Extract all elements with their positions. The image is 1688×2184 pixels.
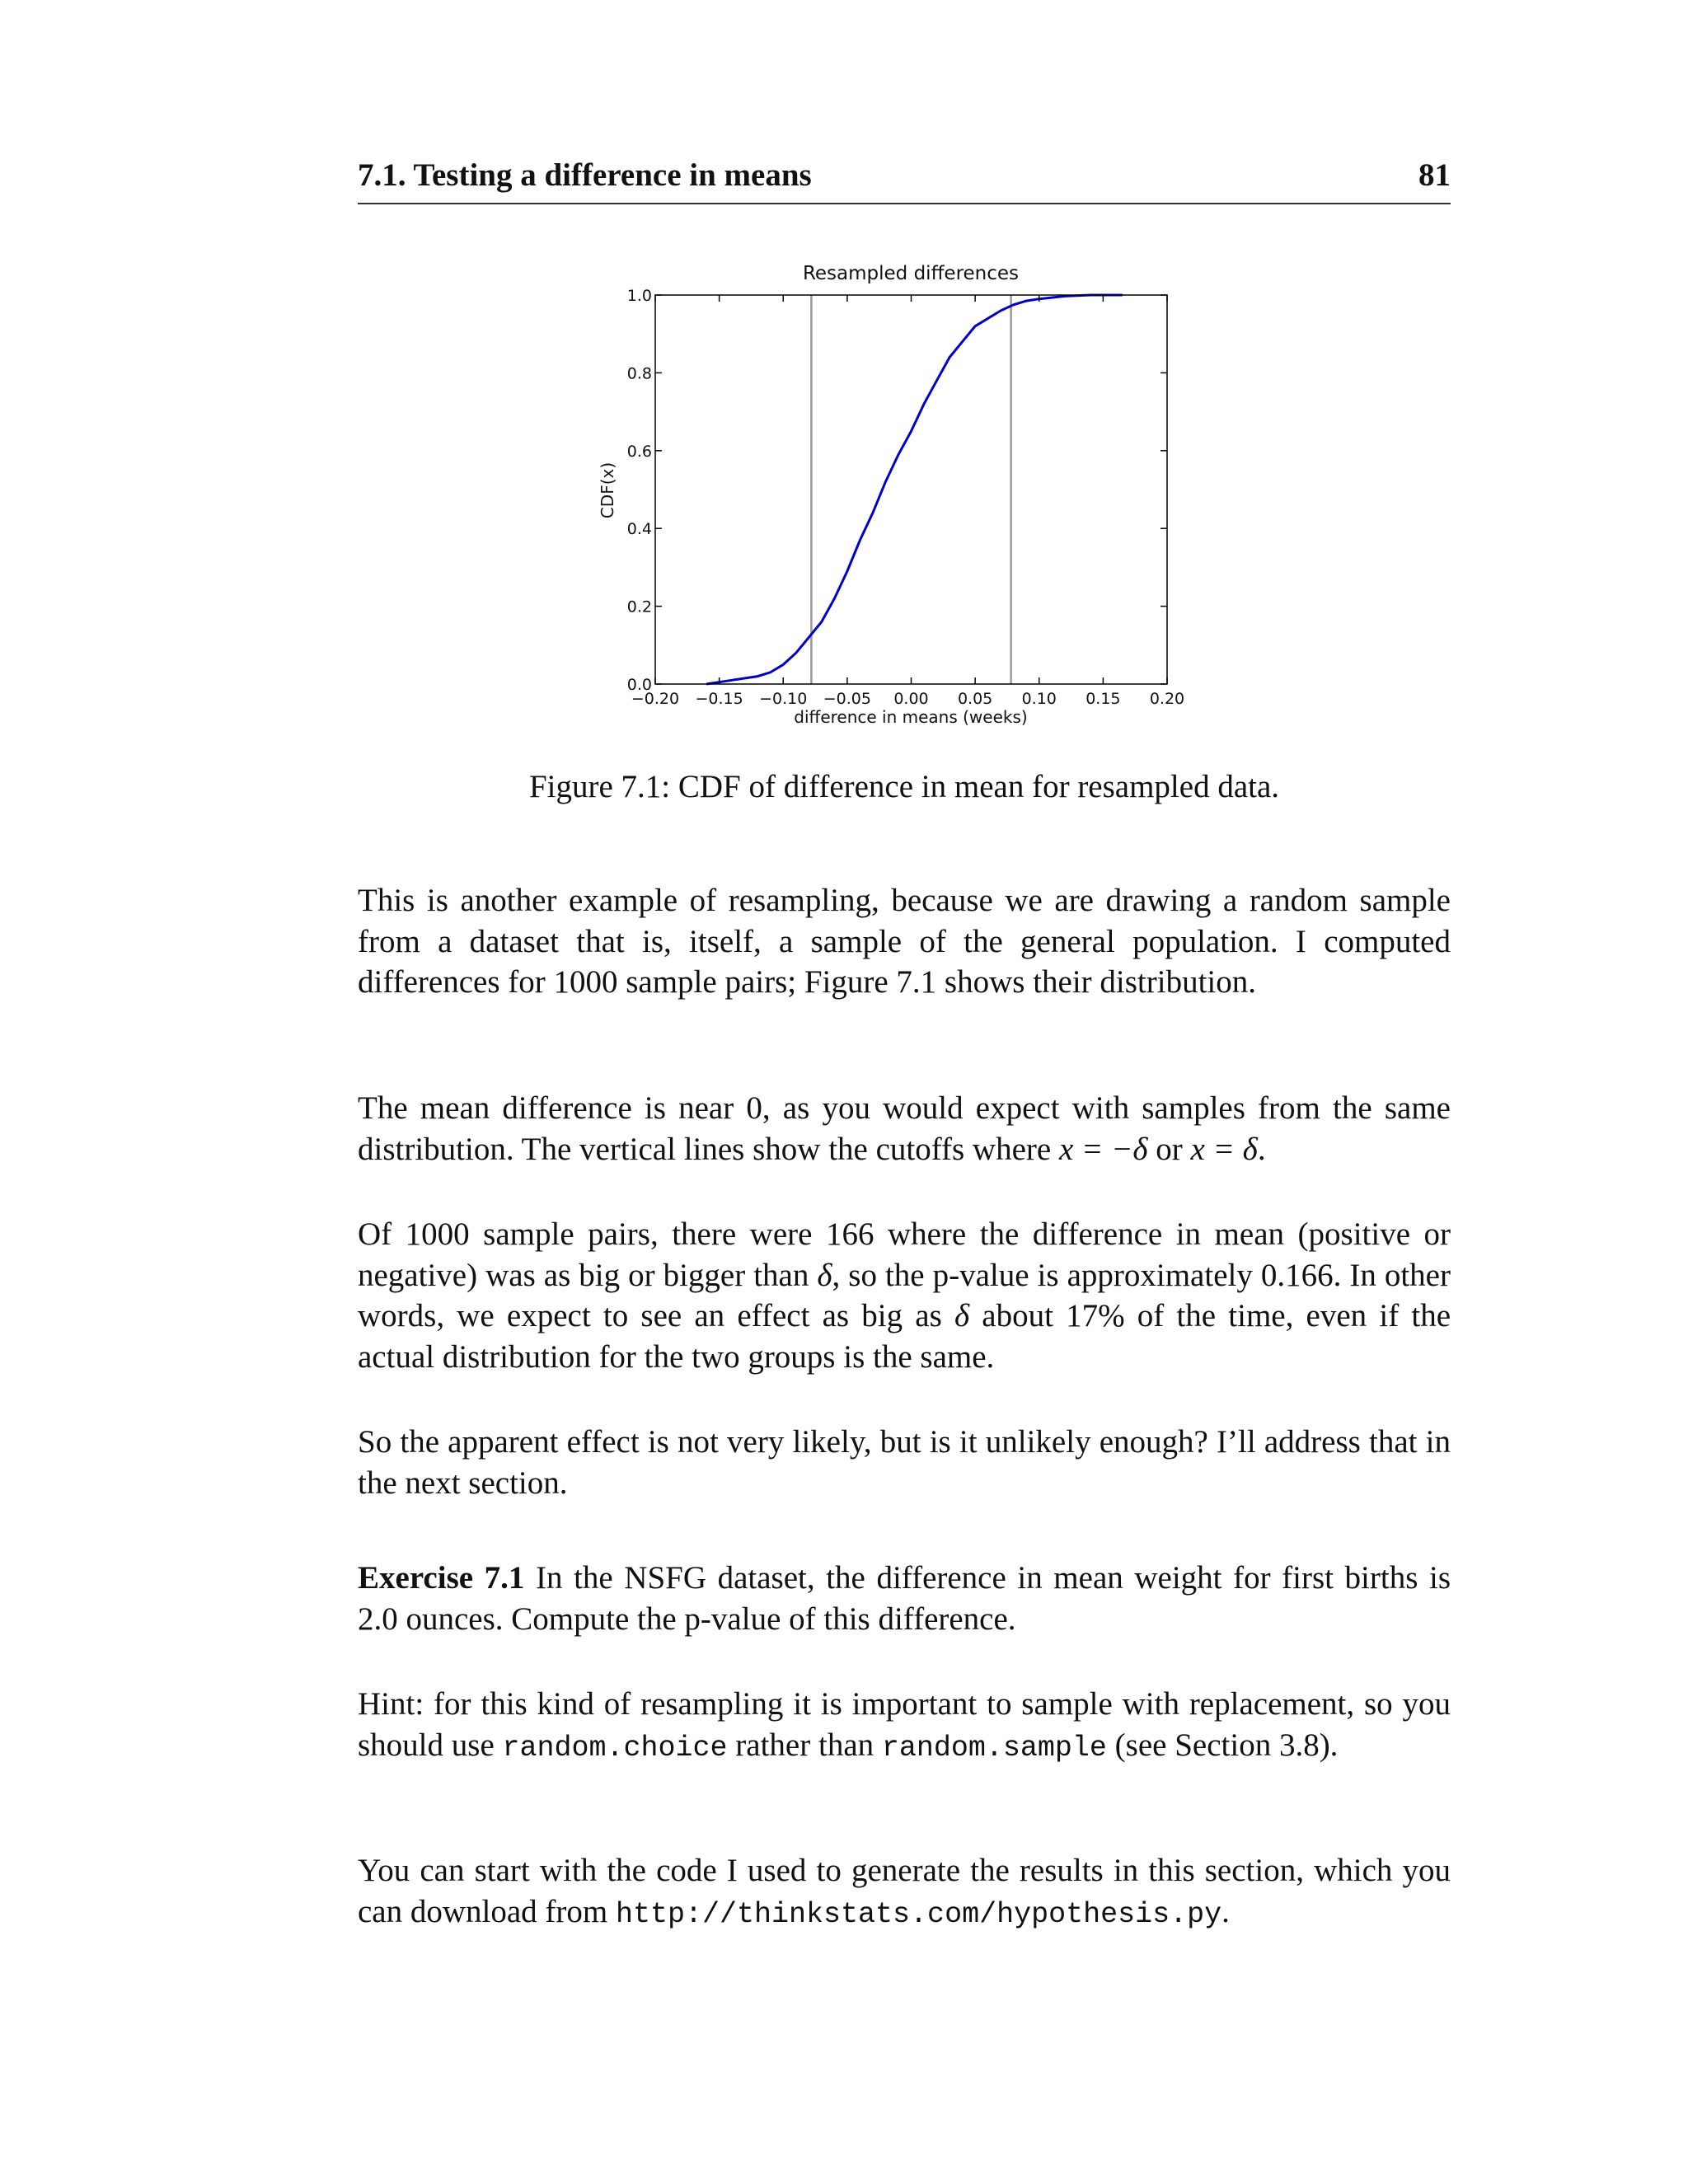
section-title: 7.1. Testing a difference in means [358, 157, 812, 193]
code-random-sample: random.sample [881, 1731, 1107, 1765]
text-span: (see Section 3.8). [1106, 1727, 1339, 1763]
x-tick-label: 0.15 [1085, 690, 1121, 708]
paragraph-download [358, 1850, 1451, 1935]
paragraph-exercise [358, 1558, 1451, 1639]
y-tick-label: 1.0 [626, 287, 652, 305]
paragraph-resampling: This is another example of resampling, because we are drawing a random sample from a dataset that is, itself, a sample of the general population. I computed differences for 1000 sample pairs; Figure 7.1 shows their distribution. [358, 883, 1451, 1000]
math-delta: x = δ [1190, 1131, 1258, 1167]
paragraph-apparent-effect: So the apparent effect is not very likely, but is it unlikely enough? I’ll address that in the next section. [358, 1424, 1451, 1501]
x-tick-label: 0.00 [893, 690, 929, 708]
download-url-link[interactable]: http://thinkstats.com/hypothesis.py [616, 1897, 1222, 1931]
text-span: Hint: for this kind of resampling it is important to sample with replacement, so you should use [358, 1686, 1451, 1763]
text-span: or [1147, 1131, 1191, 1167]
figure-caption: Figure 7.1: CDF of difference in mean for resampled data. [528, 769, 1280, 804]
x-tick-label: 0.10 [1021, 690, 1057, 708]
plot-frame [655, 295, 1167, 684]
text-span: The mean difference is near 0, as you would expect with samples from the same distribution. The vertical lines show the cutoffs where [358, 1090, 1451, 1167]
text-span: about 17% of the time, even if the actual distribution for the two groups is the same. [358, 1298, 1451, 1375]
text-span: , so the p-value is approximately 0.166. In other words, we expect to see an effect as big as [358, 1257, 1451, 1333]
x-tick-label: −0.15 [695, 690, 743, 708]
y-axis-label: CDF(x) [598, 462, 617, 519]
paragraph-hint [358, 1684, 1451, 1769]
x-tick-label: 0.20 [1149, 690, 1185, 708]
math-neg-delta: x = −δ [1058, 1131, 1148, 1167]
cdf-chart [577, 260, 1203, 754]
text-span: You can start with the code I used to generate the results in this section, which you can download from [358, 1853, 1451, 1929]
y-tick-label: 0.4 [626, 520, 652, 539]
text-span: Of 1000 sample pairs, there were 166 where the difference in mean (positive or negative) was as big or bigger than [358, 1216, 1451, 1293]
math-delta: δ [817, 1257, 832, 1293]
text-span: . [1221, 1893, 1230, 1929]
x-tick-label: −0.20 [631, 690, 680, 708]
exercise-label: Exercise 7.1 [358, 1560, 525, 1596]
x-tick-label: 0.05 [957, 690, 993, 708]
page-number: 81 [1418, 157, 1451, 193]
math-delta: δ [954, 1298, 970, 1333]
page-header [358, 155, 1451, 204]
cdf-series-line [706, 295, 1123, 684]
x-tick-label: −0.10 [759, 690, 808, 708]
text-span: In the NSFG dataset, the difference in mean weight for first births is 2.0 ounces. Compute the p-value of this difference. [358, 1560, 1451, 1637]
y-tick-label: 0.8 [626, 364, 652, 383]
y-tick-label: 0.2 [626, 598, 652, 616]
code-random-choice: random.choice [502, 1731, 728, 1765]
text-span: rather than [727, 1727, 882, 1763]
chart-title: Resampled differences [802, 263, 1020, 284]
y-tick-label: 0.0 [626, 676, 652, 694]
y-tick-label: 0.6 [626, 442, 652, 461]
paragraph-p-value [358, 1214, 1451, 1377]
figure [577, 260, 1203, 754]
x-axis-label: difference in means (weeks) [794, 707, 1028, 727]
paragraph-mean-difference [358, 1088, 1451, 1169]
text-span: . [1257, 1131, 1266, 1167]
x-tick-label: −0.05 [823, 690, 871, 708]
